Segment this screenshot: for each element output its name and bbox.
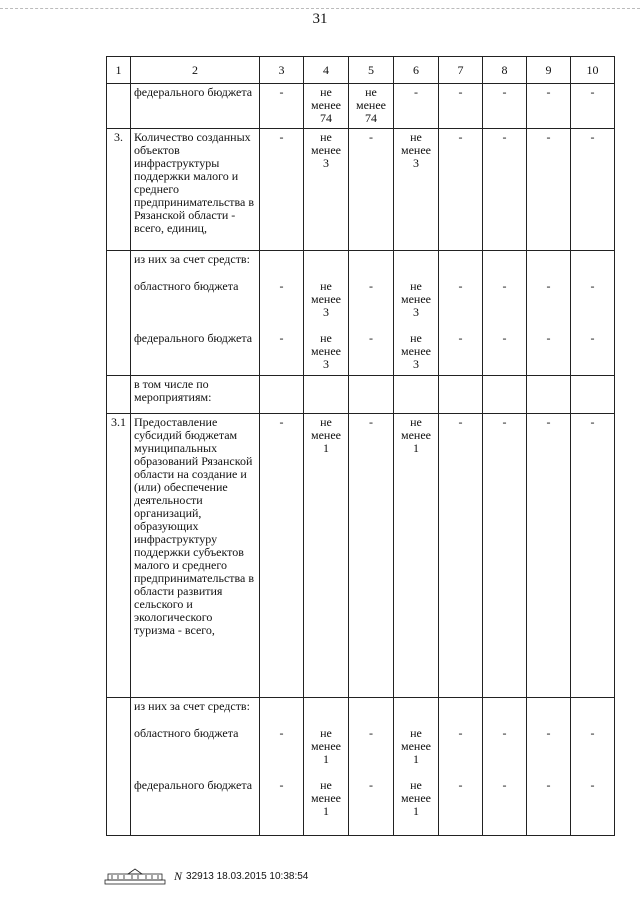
value-line: - [590, 778, 595, 792]
value-cell [304, 251, 349, 376]
header-cell: 1 [107, 57, 131, 84]
indicator-name: Количество созданных объектов инфраструктуры поддержки малого и среднего предпринимательства в Рязанской области - всего, единиц, [131, 129, 260, 251]
value-cell [527, 376, 571, 414]
value-cell: - [571, 84, 615, 129]
value-cell [394, 698, 439, 836]
value-cell: - [571, 414, 615, 698]
value-line: не менее 1 [401, 726, 431, 766]
value-line: не менее 3 [311, 279, 341, 319]
row-number: 3. [107, 129, 131, 251]
value-line: не менее 1 [311, 726, 341, 766]
value-cell [483, 698, 527, 836]
value-line [263, 253, 300, 266]
indicator-name [131, 698, 260, 836]
value-cell [349, 698, 394, 836]
top-scan-line [0, 8, 640, 10]
row-number [107, 251, 131, 376]
value-line: - [458, 778, 463, 792]
value-line: - [546, 778, 551, 792]
value-cell [304, 376, 349, 414]
header-cell: 4 [304, 57, 349, 84]
value-line: - [369, 778, 373, 792]
value-cell: - [439, 414, 483, 698]
indicator-name: в том числе по мероприятиям: [131, 376, 260, 414]
row-number [107, 698, 131, 836]
header-cell: 9 [527, 57, 571, 84]
value-line: - [458, 726, 463, 740]
registration-timestamp: 18.03.2015 10:38:54 [216, 871, 309, 882]
table-header-row [107, 57, 615, 84]
value-line: - [279, 726, 284, 740]
value-cell [527, 251, 571, 376]
value-cell: - [483, 414, 527, 698]
table-row [107, 251, 615, 376]
value-line [352, 253, 390, 266]
indicator-name-line: областного бюджета [134, 726, 239, 740]
indicator-name: Предоставление субсидий бюджетам муниципальных образований Рязанской области на создание и (или) обеспечение деятельности организаций, образующих инфраструктуру поддержки субъектов малого и среднего предпринимательства в области развития сельского и экологического туризма - всего, [131, 414, 260, 698]
value-line: - [590, 331, 595, 345]
table-row [107, 84, 615, 129]
value-line [486, 253, 523, 266]
value-cell [527, 698, 571, 836]
indicator-name-line: из них за счет средств: [134, 252, 250, 266]
row-number: 3.1 [107, 414, 131, 698]
value-line: - [279, 778, 284, 792]
page-number: 31 [312, 11, 328, 27]
header-cell: 2 [131, 57, 260, 84]
value-line [397, 253, 435, 266]
value-line: не менее 3 [401, 279, 431, 319]
value-line: не менее 1 [311, 778, 341, 818]
value-cell: не менее 1 [304, 414, 349, 698]
indicator-name-line: федерального бюджета [134, 778, 253, 792]
value-cell: не менее 74 [304, 84, 349, 129]
value-cell [260, 698, 304, 836]
value-line: - [369, 726, 373, 740]
value-cell [439, 251, 483, 376]
value-cell: - [439, 129, 483, 251]
value-cell [394, 376, 439, 414]
value-cell [571, 251, 615, 376]
row-number [107, 84, 131, 129]
indicator-name: федерального бюджета [131, 84, 260, 129]
value-line [442, 700, 479, 713]
value-line: - [590, 726, 595, 740]
header-cell: 3 [260, 57, 304, 84]
value-cell: - [439, 84, 483, 129]
value-line: - [502, 778, 507, 792]
value-cell: - [483, 84, 527, 129]
value-line: - [502, 279, 507, 293]
value-line [352, 700, 390, 713]
value-cell [439, 698, 483, 836]
value-line [530, 253, 567, 266]
value-line [486, 700, 523, 713]
value-cell: не менее 3 [394, 129, 439, 251]
value-line [574, 253, 611, 266]
value-cell: - [483, 129, 527, 251]
table-row [107, 129, 615, 251]
value-cell [349, 376, 394, 414]
value-line: - [546, 331, 551, 345]
value-line [397, 700, 435, 713]
value-line: - [369, 331, 373, 345]
value-cell: не менее 3 [304, 129, 349, 251]
value-cell [483, 251, 527, 376]
value-cell: - [260, 84, 304, 129]
value-line [442, 253, 479, 266]
value-line: - [279, 279, 284, 293]
value-line [307, 700, 345, 713]
value-cell [260, 376, 304, 414]
value-line: - [590, 279, 595, 293]
table-row [107, 698, 615, 836]
indicators-table [106, 56, 615, 836]
value-line: - [502, 726, 507, 740]
value-cell [349, 251, 394, 376]
value-line: - [546, 726, 551, 740]
value-cell: не менее 1 [394, 414, 439, 698]
value-cell: не менее 74 [349, 84, 394, 129]
registration-mark: N [174, 869, 183, 883]
value-cell [260, 251, 304, 376]
row-number [107, 376, 131, 414]
value-line: не менее 3 [401, 331, 431, 371]
table-row [107, 414, 615, 698]
value-line [530, 700, 567, 713]
table-row [107, 376, 615, 414]
value-line: - [279, 331, 284, 345]
indicator-name [131, 251, 260, 376]
value-cell [571, 698, 615, 836]
value-cell: - [527, 414, 571, 698]
document-footer [104, 868, 308, 885]
value-line: - [546, 279, 551, 293]
value-cell [439, 376, 483, 414]
header-cell: 7 [439, 57, 483, 84]
indicator-name-line: областного бюджета [134, 279, 239, 293]
value-line: - [502, 331, 507, 345]
value-cell: - [527, 84, 571, 129]
value-line: - [458, 279, 463, 293]
value-line: не менее 1 [401, 778, 431, 818]
value-cell: - [349, 414, 394, 698]
value-cell: - [349, 129, 394, 251]
building-logo-icon [104, 868, 166, 885]
header-cell: 5 [349, 57, 394, 84]
value-cell: - [260, 414, 304, 698]
value-cell: - [394, 84, 439, 129]
value-cell [304, 698, 349, 836]
value-cell [394, 251, 439, 376]
value-line [263, 700, 300, 713]
value-cell: - [260, 129, 304, 251]
header-cell: 10 [571, 57, 615, 84]
value-line: не менее 3 [311, 331, 341, 371]
value-line: - [458, 331, 463, 345]
value-cell [571, 376, 615, 414]
value-cell: - [527, 129, 571, 251]
value-cell [483, 376, 527, 414]
value-line: - [369, 279, 373, 293]
indicator-name-line: из них за счет средств: [134, 699, 250, 713]
registration-number: 32913 [186, 871, 214, 882]
header-cell: 8 [483, 57, 527, 84]
indicator-name-line: федерального бюджета [134, 331, 253, 345]
value-line [307, 253, 345, 266]
header-cell: 6 [394, 57, 439, 84]
value-cell: - [571, 129, 615, 251]
value-line [574, 700, 611, 713]
